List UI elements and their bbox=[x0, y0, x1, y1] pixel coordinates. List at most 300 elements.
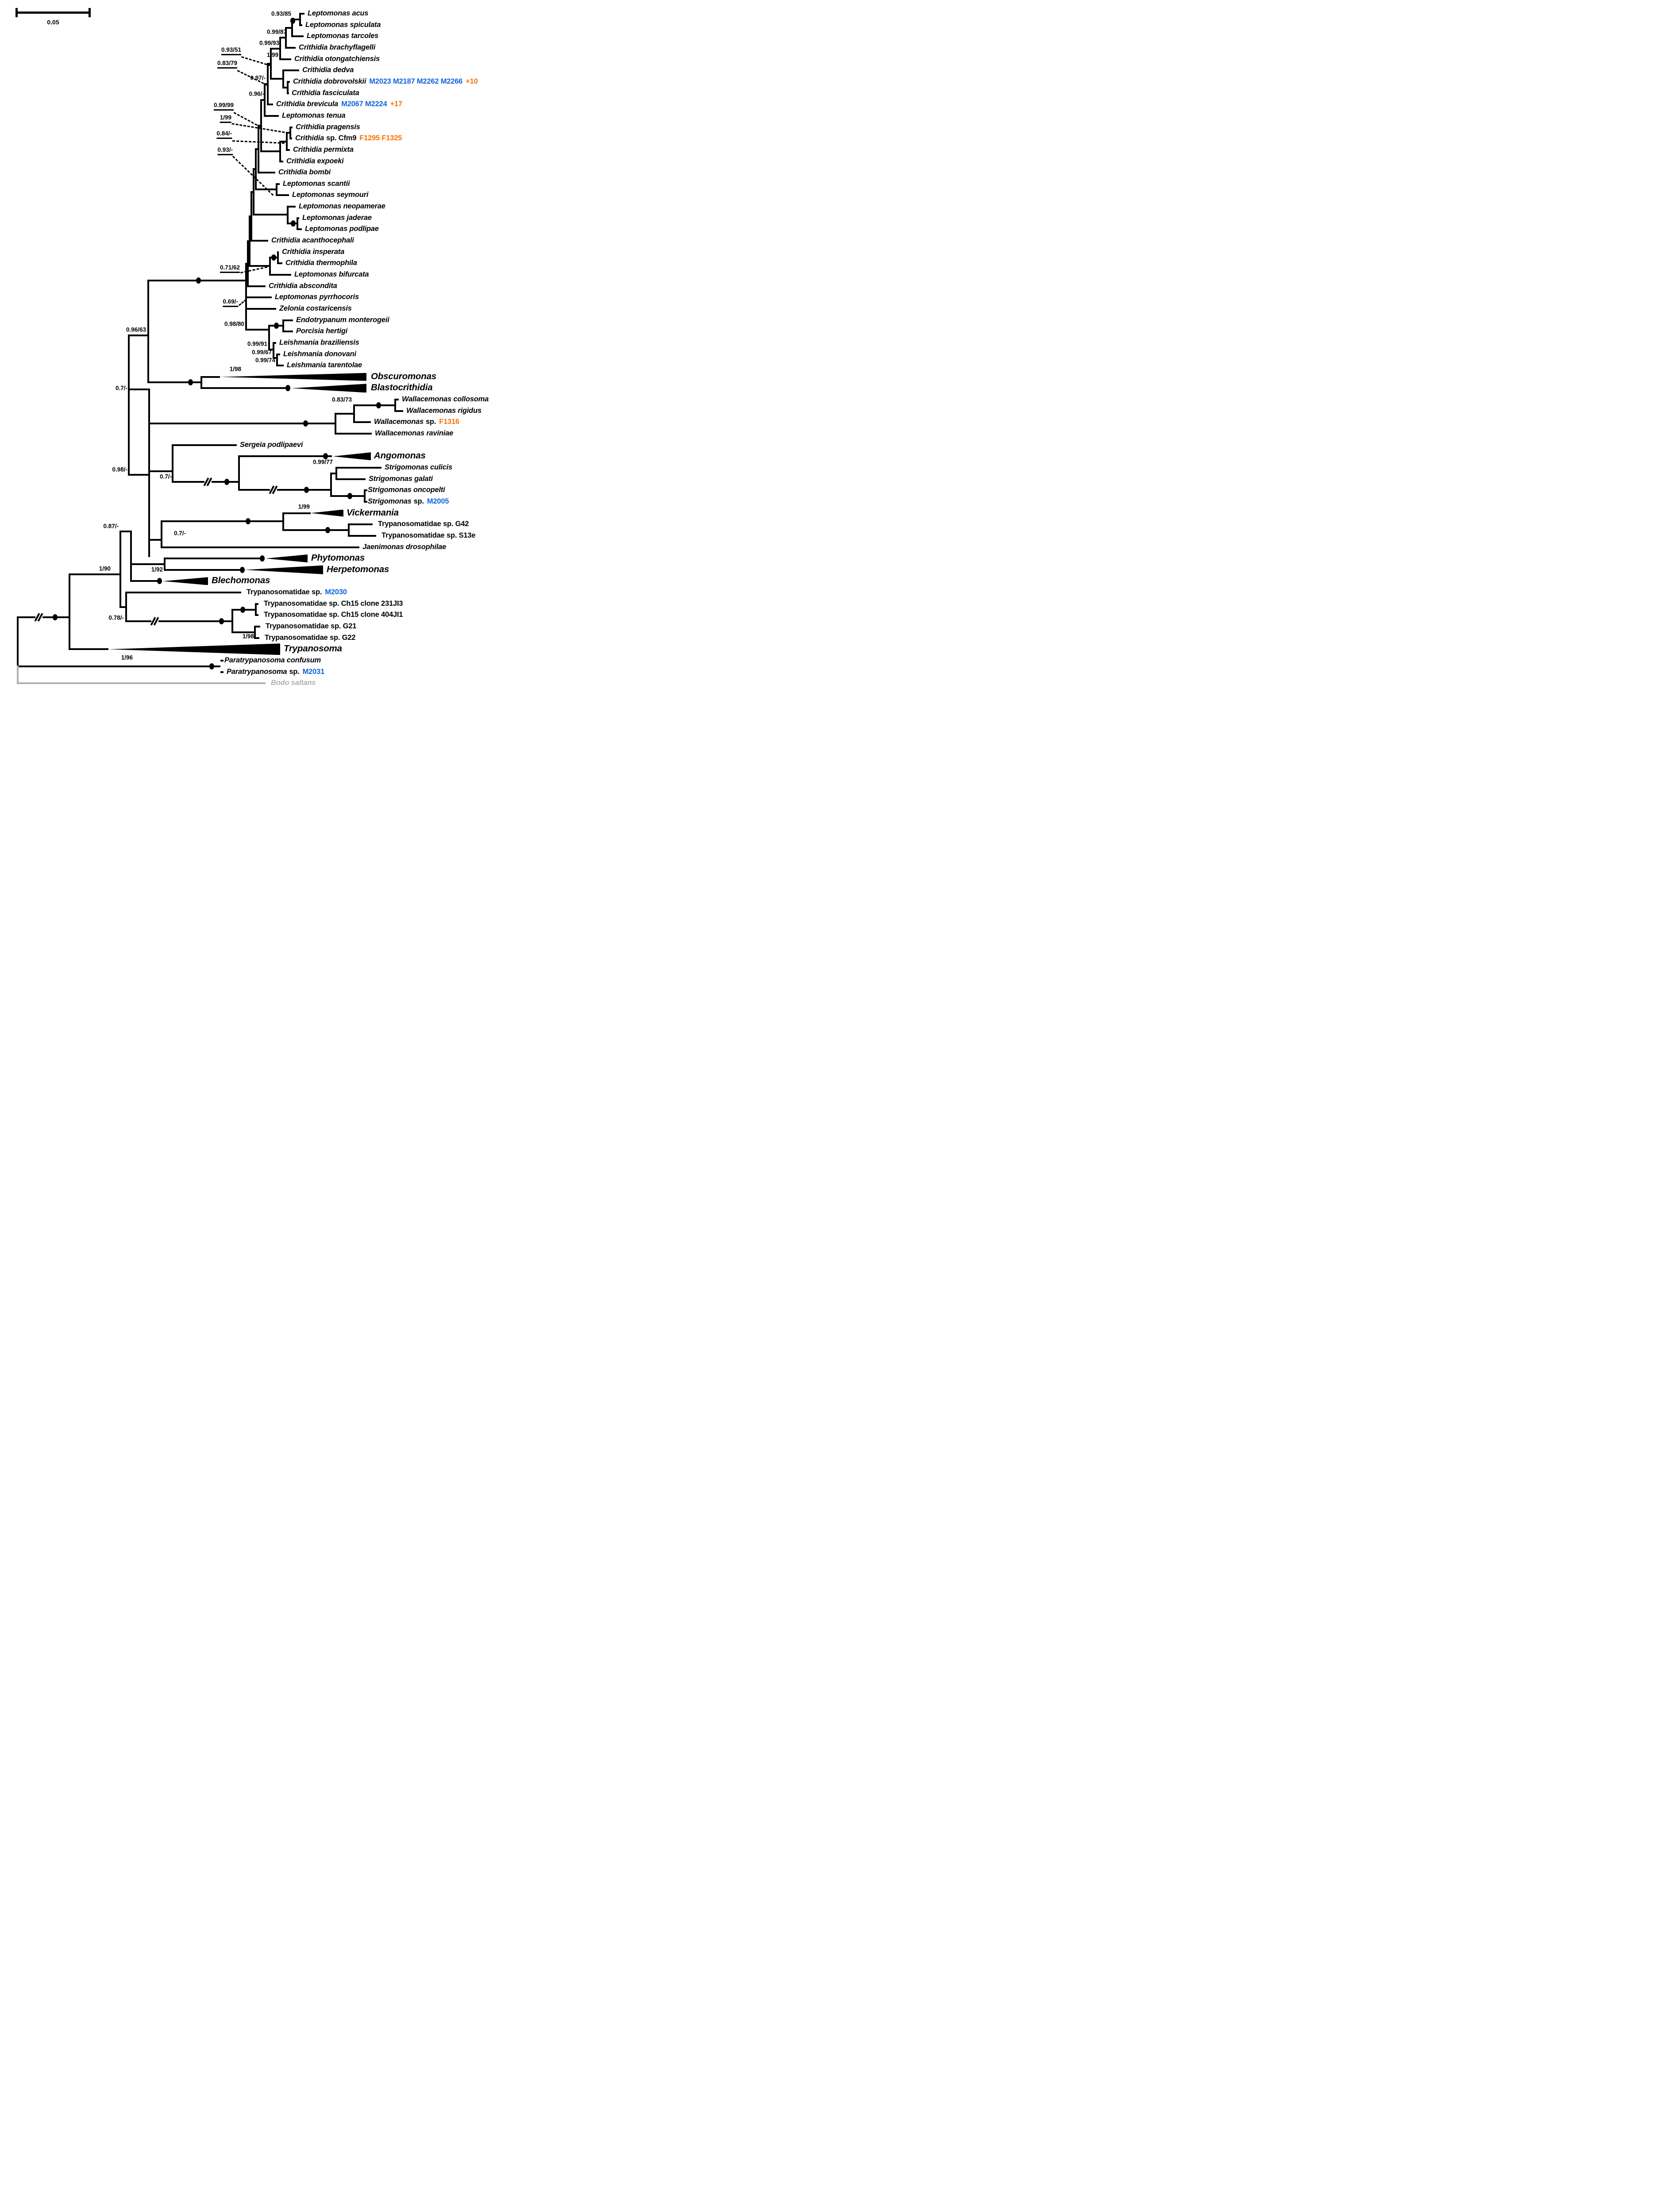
taxon-label bbox=[276, 100, 402, 108]
branch-vertical bbox=[128, 335, 130, 476]
branch-vertical bbox=[130, 531, 132, 582]
support-value-label: 0.87/- bbox=[103, 523, 119, 530]
taxon-name-it: Porcisia hertigi bbox=[296, 327, 348, 335]
taxon-name-it: Crithidia thermophila bbox=[285, 259, 357, 267]
branch-horizontal bbox=[18, 616, 69, 618]
taxon-name-rm: Trypanosomatidae sp. Ch15 clone 231JI3 bbox=[264, 599, 403, 608]
support-value-label: 1/99 bbox=[266, 51, 278, 58]
branch-horizontal bbox=[354, 404, 395, 406]
support-dot-icon bbox=[303, 420, 308, 427]
support-dot-icon bbox=[219, 618, 224, 624]
taxon-label bbox=[287, 362, 362, 369]
taxon-label bbox=[374, 418, 459, 426]
taxon-label bbox=[282, 248, 344, 256]
accession-codes: +10 bbox=[466, 77, 478, 85]
support-value-label: 0.84/- bbox=[216, 131, 232, 139]
branch-vertical bbox=[264, 83, 266, 117]
support-value-label: 0.7/- bbox=[173, 530, 186, 537]
taxon-name-it: Crithidia bombi bbox=[278, 168, 331, 177]
branch-vertical bbox=[330, 473, 332, 497]
support-dot-icon bbox=[285, 385, 290, 391]
support-value-label: 0.93/51 bbox=[221, 47, 241, 55]
branch-vertical bbox=[269, 257, 271, 276]
branch-horizontal bbox=[349, 535, 376, 537]
branch-vertical bbox=[279, 141, 281, 162]
branch-horizontal bbox=[173, 444, 237, 446]
phylogenetic-tree-figure bbox=[0, 0, 531, 699]
support-dot-icon bbox=[260, 555, 265, 562]
taxon-name-it: Leptomonas seymouri bbox=[292, 191, 369, 199]
taxon-label bbox=[212, 576, 270, 585]
branch-horizontal bbox=[148, 381, 201, 383]
branch-horizontal bbox=[201, 387, 285, 389]
taxon-name-it: Endotrypanum monterogeii bbox=[296, 315, 389, 324]
branch-vertical bbox=[125, 592, 127, 622]
taxon-label bbox=[285, 259, 357, 267]
support-value-label: 0.83/79 bbox=[217, 60, 237, 69]
support-dot-icon bbox=[53, 614, 58, 620]
taxon-label bbox=[371, 372, 436, 381]
support-dot-icon bbox=[304, 487, 309, 493]
taxon-label bbox=[293, 78, 478, 85]
branch-vertical bbox=[250, 191, 252, 242]
support-dot-icon bbox=[246, 518, 250, 524]
support-value-label: 0.99/77 bbox=[312, 458, 333, 465]
support-dot-icon bbox=[347, 493, 352, 499]
taxon-label bbox=[296, 123, 360, 131]
support-dot-icon bbox=[196, 277, 201, 284]
taxon-label bbox=[279, 339, 359, 346]
support-value-label: 0.97/- bbox=[250, 74, 266, 81]
branch-vertical bbox=[268, 325, 270, 350]
branch-horizontal bbox=[395, 410, 403, 412]
support-dot-icon bbox=[376, 402, 381, 408]
taxon-label bbox=[224, 657, 321, 664]
branch-horizontal bbox=[261, 150, 280, 152]
branch-vertical bbox=[364, 489, 366, 503]
branch-vertical bbox=[164, 558, 166, 571]
collapsed-clade-triangle bbox=[220, 373, 366, 381]
support-value-label: 0.83/73 bbox=[331, 396, 352, 403]
branch-vertical bbox=[69, 573, 70, 650]
branch-horizontal bbox=[335, 433, 372, 435]
taxon-name-it: Angomonas bbox=[374, 450, 426, 461]
branch-vertical bbox=[353, 404, 355, 423]
branch-horizontal bbox=[69, 648, 108, 650]
support-dot-icon bbox=[240, 607, 245, 613]
taxon-name-it: Phytomonas bbox=[311, 553, 365, 563]
taxon-label bbox=[302, 66, 354, 74]
branch-horizontal bbox=[165, 569, 244, 571]
branch-vertical bbox=[147, 280, 149, 383]
taxon-label bbox=[292, 89, 359, 97]
taxon-name-rm: Trypanosomatidae sp. G22 bbox=[265, 633, 356, 642]
branch-vertical bbox=[277, 251, 279, 265]
support-value-label: 0.7/- bbox=[159, 473, 172, 480]
taxon-label bbox=[282, 112, 345, 119]
taxon-name-it: Crithidia brachyflagelli bbox=[299, 43, 376, 52]
taxon-name-it: Crithidia pragensis bbox=[296, 123, 360, 131]
branch-horizontal bbox=[126, 592, 241, 593]
taxon-label bbox=[286, 158, 344, 165]
branch-horizontal bbox=[162, 520, 283, 522]
taxon-label bbox=[262, 634, 355, 642]
taxon-name-it: Leishmania tarentolae bbox=[287, 361, 362, 369]
support-value-label: 1/96 bbox=[121, 654, 133, 661]
branch-horizontal bbox=[335, 413, 354, 415]
scale-bar-tick-right bbox=[89, 8, 91, 17]
branch-horizontal bbox=[120, 531, 131, 532]
collapsed-clade-triangle bbox=[163, 577, 208, 585]
branch-vertical bbox=[276, 183, 277, 196]
branch-horizontal bbox=[265, 115, 279, 117]
taxon-label bbox=[299, 44, 375, 51]
taxon-label bbox=[271, 237, 354, 244]
branch-vertical bbox=[286, 132, 288, 151]
taxon-name-it: Crithidia insperata bbox=[282, 247, 345, 256]
branch-horizontal bbox=[271, 48, 280, 50]
support-value-label: 0.98/80 bbox=[224, 320, 244, 327]
taxon-name-it: Crithidia bbox=[295, 134, 324, 142]
taxon-label bbox=[376, 520, 469, 528]
branch-break-icon bbox=[270, 485, 277, 495]
support-value-label: 0.78/- bbox=[108, 614, 124, 621]
branch-vertical bbox=[17, 616, 19, 667]
collapsed-clade-triangle bbox=[245, 566, 323, 574]
branch-horizontal bbox=[129, 335, 148, 336]
taxon-label bbox=[283, 350, 356, 358]
taxon-label bbox=[296, 316, 389, 324]
branch-horizontal bbox=[220, 660, 223, 662]
taxon-label bbox=[240, 441, 303, 449]
taxon-name-it: Sergeia podlipaevi bbox=[240, 440, 303, 449]
taxon-label bbox=[406, 407, 482, 415]
taxon-name-it: Herpetomonas bbox=[327, 564, 389, 574]
taxon-name-it: Obscuromonas bbox=[371, 371, 436, 381]
taxon-name-it: Wallacemonas rigidus bbox=[406, 406, 482, 415]
branch-vertical bbox=[200, 376, 202, 389]
branch-horizontal bbox=[69, 573, 120, 575]
collapsed-clade-triangle bbox=[108, 643, 280, 655]
branch-vertical bbox=[394, 399, 396, 412]
support-dot-icon bbox=[271, 254, 276, 261]
taxon-name-rm: sp. bbox=[425, 418, 436, 426]
taxon-name-rm: sp. bbox=[413, 497, 424, 505]
branch-vertical bbox=[279, 37, 281, 60]
branch-horizontal bbox=[162, 546, 359, 548]
branch-horizontal bbox=[283, 69, 299, 71]
branch-vertical bbox=[255, 148, 257, 190]
branch-horizontal bbox=[280, 58, 291, 60]
branch-horizontal bbox=[336, 467, 381, 469]
branch-horizontal bbox=[286, 47, 296, 49]
branch-vertical bbox=[119, 531, 121, 608]
branch-horizontal bbox=[283, 529, 349, 531]
taxon-name-it: Strigomonas bbox=[368, 497, 412, 505]
taxon-label bbox=[293, 146, 354, 154]
taxon-label bbox=[244, 589, 347, 596]
taxon-name-it: Leptomonas tenua bbox=[282, 111, 346, 119]
branch-horizontal bbox=[283, 331, 293, 332]
branch-break-icon bbox=[151, 616, 158, 626]
branch-vertical bbox=[249, 215, 250, 267]
taxon-label bbox=[294, 271, 369, 278]
taxon-label bbox=[294, 55, 380, 63]
support-dot-icon bbox=[224, 479, 229, 485]
support-value-label: 0.69/- bbox=[223, 299, 238, 307]
branch-horizontal bbox=[270, 274, 291, 276]
taxon-name-it: Leptomonas acus bbox=[308, 9, 369, 18]
taxon-name-it: Leishmania braziliensis bbox=[279, 338, 359, 346]
support-value-label: 1/90 bbox=[99, 565, 111, 572]
branch-horizontal bbox=[246, 329, 269, 331]
support-dot-icon bbox=[325, 527, 330, 533]
taxon-name-rm: Trypanosomatidae sp. G21 bbox=[266, 622, 357, 631]
taxon-name-it: Crithidia permixta bbox=[293, 145, 354, 154]
branch-vertical bbox=[258, 125, 259, 173]
taxon-name-it: Trypanosoma bbox=[284, 643, 342, 654]
branch-vertical bbox=[273, 342, 274, 359]
taxon-name-it: Vickermania bbox=[347, 507, 399, 518]
taxon-label bbox=[347, 508, 399, 517]
branch-horizontal bbox=[288, 206, 296, 208]
taxon-label bbox=[295, 135, 402, 142]
scale-bar-tick-left bbox=[15, 8, 18, 17]
branch-horizontal bbox=[277, 194, 289, 196]
support-value-label: 1/98 bbox=[242, 633, 254, 640]
taxon-label bbox=[307, 32, 378, 40]
taxon-name-rm: Trypanosomatidae sp. Ch15 clone 404JI1 bbox=[264, 611, 403, 619]
support-value-label: 0.93/85 bbox=[271, 10, 291, 17]
branch-horizontal bbox=[336, 478, 366, 480]
branch-horizontal bbox=[258, 172, 275, 173]
support-dot-icon bbox=[188, 379, 193, 385]
taxon-label bbox=[262, 600, 403, 608]
taxon-label bbox=[371, 383, 432, 392]
taxon-name-it: Leptomonas bifurcata bbox=[294, 270, 369, 278]
branch-break-icon bbox=[204, 477, 212, 487]
support-value-label: 0.98/- bbox=[112, 466, 127, 473]
support-dot-icon bbox=[291, 220, 296, 227]
branch-horizontal bbox=[277, 365, 284, 366]
taxon-label bbox=[379, 532, 475, 539]
taxon-label bbox=[375, 430, 453, 437]
accession-codes: F1295 F1325 bbox=[359, 134, 402, 142]
support-dot-icon bbox=[240, 567, 245, 573]
taxon-name-it: Strigomonas galati bbox=[369, 474, 433, 483]
taxon-label bbox=[284, 644, 342, 654]
branch-horizontal bbox=[354, 421, 371, 423]
branch-vertical bbox=[161, 520, 162, 548]
branch-horizontal bbox=[239, 455, 332, 457]
support-dot-icon bbox=[290, 18, 295, 24]
support-value-label: 0.99/99 bbox=[214, 102, 234, 111]
taxon-label bbox=[368, 486, 445, 494]
taxon-name-it: Paratrypanosoma confusum bbox=[224, 656, 321, 665]
branch-horizontal bbox=[283, 319, 293, 321]
branch-horizontal bbox=[220, 671, 223, 673]
taxon-name-it: Crithidia expoeki bbox=[286, 157, 344, 165]
support-dot-icon bbox=[209, 663, 214, 669]
taxon-label bbox=[374, 451, 426, 460]
taxon-label bbox=[327, 565, 389, 574]
taxon-name-it: Crithidia dobrovolskii bbox=[293, 77, 366, 85]
support-value-label: 1/99 bbox=[298, 503, 310, 510]
branch-horizontal bbox=[129, 389, 149, 390]
taxon-label bbox=[305, 225, 379, 232]
branch-horizontal bbox=[201, 376, 220, 378]
branch-horizontal bbox=[126, 620, 232, 622]
taxon-name-it: Leptomonas tarcoles bbox=[307, 32, 379, 40]
taxon-name-rm: Trypanosomatidae sp. G42 bbox=[378, 520, 469, 528]
taxon-label bbox=[299, 203, 385, 210]
taxon-label bbox=[368, 498, 449, 505]
branch-break-icon bbox=[35, 612, 42, 622]
taxon-name-rm: sp. Cfm9 bbox=[326, 134, 357, 142]
taxon-label bbox=[305, 21, 381, 28]
taxon-name-it: Paratrypanosoma bbox=[227, 667, 287, 676]
taxon-name-it: Leishmania donovani bbox=[283, 350, 356, 358]
support-value-label: 0.96/- bbox=[249, 90, 264, 97]
branch-horizontal bbox=[246, 308, 276, 310]
branch-vertical bbox=[299, 13, 301, 26]
taxon-name-it: Crithidia dedva bbox=[302, 66, 354, 74]
support-value-label: 0.7/- bbox=[115, 385, 127, 392]
taxon-name-it: Bodo saltans bbox=[271, 679, 316, 687]
accession-codes: M2005 bbox=[427, 497, 449, 505]
support-value-label: 1/99 bbox=[220, 115, 231, 123]
taxon-name-it: Wallacemonas raviniae bbox=[375, 429, 454, 438]
branch-vertical bbox=[282, 69, 284, 88]
accession-codes: M2023 M2187 M2262 M2266 bbox=[369, 77, 463, 85]
branch-vertical bbox=[17, 666, 19, 684]
taxon-name-it: Crithidia abscondita bbox=[269, 281, 337, 290]
taxon-name-it: Leptomonas spiculata bbox=[305, 20, 381, 29]
branch-vertical bbox=[297, 217, 298, 231]
support-value-label: 0.96/63 bbox=[126, 326, 146, 333]
support-value-label: 0.99/74 bbox=[255, 357, 275, 364]
support-value-label: 0.71/62 bbox=[220, 265, 240, 273]
dashed-leader-line bbox=[240, 266, 268, 273]
taxon-name-rm: Trypanosomatidae sp. S13e bbox=[381, 531, 476, 539]
branch-horizontal bbox=[18, 666, 220, 667]
taxon-name-it: Zelonia costaricensis bbox=[279, 304, 352, 312]
taxon-label bbox=[263, 623, 356, 630]
taxon-name-it: Wallacemonas collosoma bbox=[402, 395, 489, 404]
branch-vertical bbox=[287, 81, 289, 94]
taxon-name-it: Strigomonas culicis bbox=[385, 463, 452, 471]
branch-vertical bbox=[247, 240, 249, 287]
taxon-name-it: Leptomonas pyrrhocoris bbox=[275, 293, 359, 301]
accession-codes: M2067 M2224 bbox=[341, 100, 387, 108]
taxon-label bbox=[227, 668, 324, 676]
branch-horizontal bbox=[129, 474, 149, 476]
taxon-name-it: Leptomonas neopamerae bbox=[299, 202, 385, 211]
branch-vertical bbox=[148, 389, 150, 557]
taxon-label bbox=[308, 10, 368, 17]
branch-vertical bbox=[172, 444, 173, 483]
taxon-label bbox=[279, 305, 352, 312]
taxon-name-it: Blastocrithidia bbox=[371, 382, 433, 393]
branch-vertical bbox=[254, 626, 256, 639]
taxon-name-it: Jaenimonas drosophilae bbox=[362, 542, 447, 551]
branch-vertical bbox=[238, 455, 240, 491]
taxon-label bbox=[275, 293, 359, 301]
accession-codes: +17 bbox=[390, 100, 402, 108]
taxon-label bbox=[369, 475, 433, 483]
branch-horizontal bbox=[248, 285, 266, 287]
branch-horizontal bbox=[18, 682, 266, 684]
taxon-name-it: Leptomonas podlipae bbox=[305, 225, 379, 233]
branch-horizontal bbox=[246, 296, 272, 298]
support-value-label: 0.93/- bbox=[217, 147, 233, 155]
taxon-name-rm: sp. bbox=[289, 667, 300, 676]
collapsed-clade-triangle bbox=[311, 510, 343, 517]
branch-vertical bbox=[335, 467, 337, 480]
taxon-name-it: Crithidia otongatchiensis bbox=[294, 54, 380, 63]
support-value-label: 1/98 bbox=[229, 365, 241, 373]
branch-vertical bbox=[255, 603, 257, 616]
taxon-name-it: Leptomonas scantii bbox=[283, 179, 350, 188]
branch-vertical bbox=[348, 523, 350, 537]
support-value-label: 1/92 bbox=[151, 566, 163, 573]
taxon-name-it: Crithidia brevicula bbox=[276, 100, 339, 108]
support-value-label: 0.99/87 bbox=[266, 28, 287, 35]
scale-bar-label: 0.05 bbox=[47, 19, 59, 26]
accession-codes: M2030 bbox=[325, 588, 347, 596]
taxon-name-rm: Trypanosomatidae sp. bbox=[247, 588, 322, 596]
taxon-name-it: Crithidia fasciculata bbox=[292, 88, 359, 97]
accession-codes: M2031 bbox=[302, 667, 325, 676]
collapsed-clade-triangle bbox=[291, 384, 366, 392]
branch-horizontal bbox=[165, 558, 265, 559]
scale-bar-line bbox=[15, 12, 91, 14]
branch-horizontal bbox=[271, 78, 283, 80]
taxon-label bbox=[271, 679, 316, 687]
taxon-label bbox=[362, 543, 446, 551]
branch-vertical bbox=[276, 354, 278, 367]
taxon-name-it: Leptomonas jaderae bbox=[302, 213, 372, 222]
taxon-label bbox=[402, 396, 489, 403]
taxon-label bbox=[385, 464, 452, 471]
taxon-label bbox=[278, 169, 331, 176]
branch-horizontal bbox=[239, 489, 331, 491]
branch-vertical bbox=[289, 127, 291, 140]
taxon-label bbox=[296, 327, 347, 335]
collapsed-clade-triangle bbox=[266, 554, 308, 562]
branch-vertical bbox=[245, 263, 247, 331]
branch-horizontal bbox=[149, 470, 173, 472]
branch-vertical bbox=[260, 99, 262, 152]
taxon-label bbox=[283, 180, 350, 188]
accession-codes: F1316 bbox=[439, 418, 459, 426]
branch-vertical bbox=[335, 413, 336, 435]
branch-horizontal bbox=[149, 539, 162, 541]
taxon-label bbox=[311, 554, 365, 563]
support-value-label: 0.99/67 bbox=[251, 349, 272, 356]
branch-vertical bbox=[282, 512, 284, 531]
branch-horizontal bbox=[131, 563, 165, 565]
support-value-label: 0.99/93 bbox=[259, 39, 279, 46]
branch-horizontal bbox=[292, 35, 304, 37]
taxon-name-it: Blechomonas bbox=[212, 575, 270, 586]
collapsed-clade-triangle bbox=[333, 452, 371, 460]
taxon-label bbox=[262, 611, 403, 619]
branch-horizontal bbox=[283, 512, 311, 514]
branch-horizontal bbox=[251, 240, 268, 242]
branch-horizontal bbox=[349, 523, 373, 525]
taxon-label bbox=[269, 282, 337, 290]
